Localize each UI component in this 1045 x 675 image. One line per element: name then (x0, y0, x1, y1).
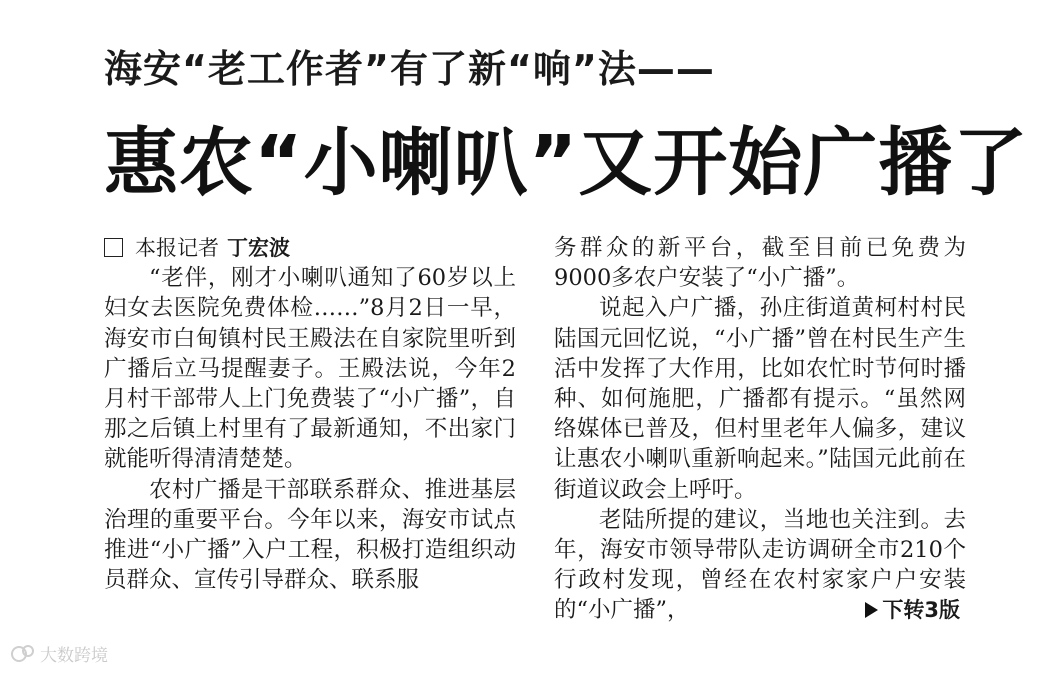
kicker-headline: 海安“老工作者”有了新“响”法—— (104, 47, 715, 91)
paragraph: 农村广播是干部联系群众、推进基层治理的重要平台。今年以来，海安市试点推进“小广播”入户工程，积极打造组织动员群众、宣传引导群众、联系服 (104, 476, 516, 594)
watermark-label: 大数跨境 (40, 646, 108, 666)
paragraph: 说起入户广播，孙庄街道黄柯村村民陆国元回忆说，“小广播”曾在村民生产生活中发挥了大作用，比如农忙时节何时播种、如何施肥，广播都有提示。“虽然网络媒体已普及，但村里老年人偏多，建议让惠农小喇叭重新响起来。”陆国元此前在街道议政会上呼吁。 (554, 295, 966, 503)
play-arrow-icon (865, 602, 878, 618)
last-paragraph-wrap (554, 505, 966, 626)
byline-reporter-name: 丁宏波 (227, 236, 290, 260)
jump-label: 下转3版 (882, 598, 960, 623)
continued-on-page-3[interactable] (865, 595, 960, 625)
article-column-right (554, 233, 966, 626)
article-column-left (104, 233, 516, 595)
paragraph-continued: 务群众的新平台，截至目前已免费为9000多农户安装了“小广播”。 (554, 235, 966, 292)
byline-box-icon (104, 238, 123, 257)
byline-prefix: 本报记者 (135, 236, 219, 260)
byline (104, 233, 516, 263)
main-headline: 惠农“小喇叭”又开始广播了 (104, 120, 1029, 206)
watermark-logo-icon (10, 643, 36, 665)
watermark (10, 641, 108, 666)
paragraph: 老陆所提的建议，当地也关注到。去年，海安市领导带队走访调研全市210个行政村发现，曾经在农村家家户户安装的“小广播”， (554, 506, 966, 624)
paragraph: “老伴，刚才小喇叭通知了60岁以上妇女去医院免费体检……”8月2日一早，海安市白甸镇村民王殿法在自家院里听到广播后立马提醒妻子。王殿法说，今年2月村干部带人上门免费装了“小广播”，自那之后镇上村里有了最新通知，不出家门就能听得清清楚楚。 (104, 265, 516, 473)
